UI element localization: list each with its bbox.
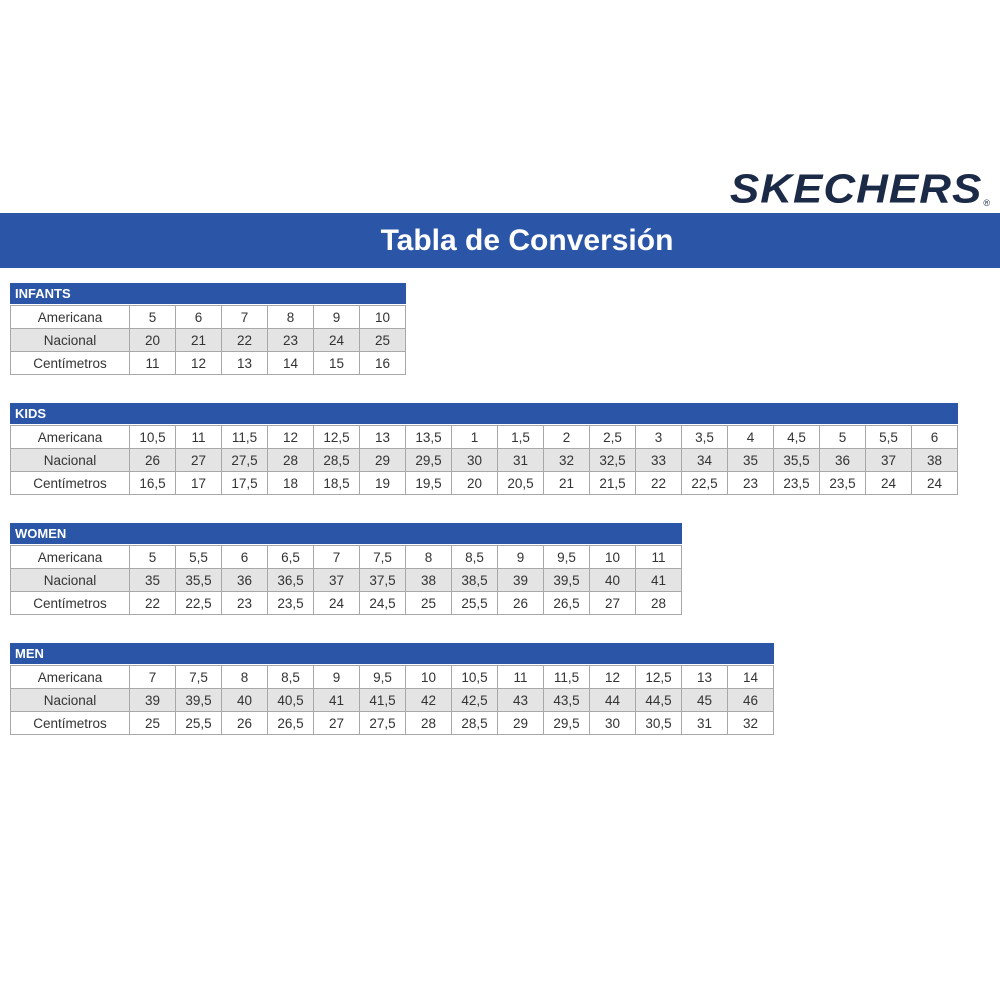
size-cell: 24 bbox=[314, 592, 360, 615]
size-cell: 22 bbox=[636, 472, 682, 495]
row-label: Nacional bbox=[11, 689, 130, 712]
size-cell: 2,5 bbox=[590, 426, 636, 449]
table-title: KIDS bbox=[10, 403, 958, 424]
size-cell: 37 bbox=[314, 569, 360, 592]
size-cell: 25 bbox=[130, 712, 176, 735]
table-title: INFANTS bbox=[10, 283, 406, 304]
size-cell: 7 bbox=[314, 546, 360, 569]
size-cell: 27 bbox=[314, 712, 360, 735]
size-cell: 14 bbox=[728, 666, 774, 689]
size-cell: 36,5 bbox=[268, 569, 314, 592]
table-row bbox=[11, 546, 682, 569]
table-row bbox=[11, 352, 406, 375]
size-cell: 26,5 bbox=[544, 592, 590, 615]
row-label: Americana bbox=[11, 666, 130, 689]
size-cell: 46 bbox=[728, 689, 774, 712]
table-row bbox=[11, 426, 958, 449]
size-cell: 28,5 bbox=[452, 712, 498, 735]
size-cell: 29 bbox=[498, 712, 544, 735]
row-label: Nacional bbox=[11, 449, 130, 472]
skechers-logo bbox=[730, 166, 990, 210]
size-cell: 43 bbox=[498, 689, 544, 712]
size-cell: 15 bbox=[314, 352, 360, 375]
size-cell: 18 bbox=[268, 472, 314, 495]
size-cell: 12 bbox=[268, 426, 314, 449]
size-cell: 13 bbox=[360, 426, 406, 449]
table-row bbox=[11, 666, 774, 689]
size-cell: 11 bbox=[130, 352, 176, 375]
size-cell: 41 bbox=[314, 689, 360, 712]
conversion-table bbox=[10, 425, 958, 495]
size-cell: 26 bbox=[498, 592, 544, 615]
size-cell: 28 bbox=[268, 449, 314, 472]
size-cell: 43,5 bbox=[544, 689, 590, 712]
size-cell: 34 bbox=[682, 449, 728, 472]
row-label: Centímetros bbox=[11, 712, 130, 735]
size-cell: 28 bbox=[406, 712, 452, 735]
size-cell: 36 bbox=[820, 449, 866, 472]
row-label: Americana bbox=[11, 426, 130, 449]
table-row bbox=[11, 329, 406, 352]
size-cell: 35,5 bbox=[774, 449, 820, 472]
table-row bbox=[11, 712, 774, 735]
size-cell: 27 bbox=[590, 592, 636, 615]
size-cell: 35 bbox=[130, 569, 176, 592]
size-cell: 13 bbox=[682, 666, 728, 689]
size-cell: 32 bbox=[728, 712, 774, 735]
size-cell: 24 bbox=[866, 472, 912, 495]
size-cell: 35 bbox=[728, 449, 774, 472]
size-cell: 40 bbox=[222, 689, 268, 712]
size-cell: 6 bbox=[912, 426, 958, 449]
size-cell: 12 bbox=[590, 666, 636, 689]
size-cell: 9 bbox=[314, 666, 360, 689]
size-cell: 24 bbox=[314, 329, 360, 352]
title-banner bbox=[0, 213, 1000, 268]
registered-trademark-symbol: ® bbox=[983, 198, 990, 208]
size-cell: 24 bbox=[912, 472, 958, 495]
size-cell: 8 bbox=[406, 546, 452, 569]
size-cell: 26 bbox=[222, 712, 268, 735]
size-cell: 39 bbox=[130, 689, 176, 712]
table-row bbox=[11, 569, 682, 592]
table-row bbox=[11, 449, 958, 472]
size-cell: 8,5 bbox=[452, 546, 498, 569]
size-cell: 25,5 bbox=[452, 592, 498, 615]
size-cell: 33 bbox=[636, 449, 682, 472]
size-cell: 17 bbox=[176, 472, 222, 495]
size-cell: 20 bbox=[452, 472, 498, 495]
size-cell: 45 bbox=[682, 689, 728, 712]
size-table-men bbox=[10, 643, 774, 735]
table-title: WOMEN bbox=[10, 523, 682, 544]
size-cell: 27,5 bbox=[360, 712, 406, 735]
size-table-kids bbox=[10, 403, 958, 495]
size-cell: 42 bbox=[406, 689, 452, 712]
size-cell: 39 bbox=[498, 569, 544, 592]
size-cell: 22 bbox=[222, 329, 268, 352]
size-cell: 32 bbox=[544, 449, 590, 472]
size-cell: 10 bbox=[590, 546, 636, 569]
size-cell: 8 bbox=[268, 306, 314, 329]
size-cell: 11,5 bbox=[544, 666, 590, 689]
size-cell: 29,5 bbox=[406, 449, 452, 472]
size-cell: 30,5 bbox=[636, 712, 682, 735]
size-cell: 3 bbox=[636, 426, 682, 449]
size-cell: 37,5 bbox=[360, 569, 406, 592]
size-cell: 7 bbox=[222, 306, 268, 329]
conversion-table bbox=[10, 305, 406, 375]
size-cell: 38 bbox=[912, 449, 958, 472]
row-label: Nacional bbox=[11, 569, 130, 592]
row-label: Centímetros bbox=[11, 592, 130, 615]
size-cell: 12,5 bbox=[314, 426, 360, 449]
size-cell: 21,5 bbox=[590, 472, 636, 495]
conversion-table bbox=[10, 665, 774, 735]
size-cell: 13,5 bbox=[406, 426, 452, 449]
table-row bbox=[11, 592, 682, 615]
row-label: Americana bbox=[11, 546, 130, 569]
size-cell: 13 bbox=[222, 352, 268, 375]
row-label: Nacional bbox=[11, 329, 130, 352]
size-cell: 6,5 bbox=[268, 546, 314, 569]
size-cell: 20 bbox=[130, 329, 176, 352]
size-cell: 23 bbox=[268, 329, 314, 352]
size-table-women bbox=[10, 523, 682, 615]
size-cell: 11 bbox=[636, 546, 682, 569]
size-cell: 36 bbox=[222, 569, 268, 592]
size-cell: 4,5 bbox=[774, 426, 820, 449]
size-cell: 7 bbox=[130, 666, 176, 689]
size-cell: 39,5 bbox=[176, 689, 222, 712]
size-cell: 5 bbox=[130, 546, 176, 569]
size-cell: 25 bbox=[406, 592, 452, 615]
size-cell: 32,5 bbox=[590, 449, 636, 472]
size-cell: 2 bbox=[544, 426, 590, 449]
page-title: Tabla de Conversión bbox=[380, 223, 674, 257]
table-row bbox=[11, 306, 406, 329]
size-cell: 24,5 bbox=[360, 592, 406, 615]
size-cell: 30 bbox=[452, 449, 498, 472]
size-cell: 27 bbox=[176, 449, 222, 472]
size-cell: 39,5 bbox=[544, 569, 590, 592]
size-cell: 40,5 bbox=[268, 689, 314, 712]
tables bbox=[10, 283, 958, 763]
table-row bbox=[11, 689, 774, 712]
size-cell: 5 bbox=[130, 306, 176, 329]
size-cell: 9 bbox=[498, 546, 544, 569]
size-cell: 30 bbox=[590, 712, 636, 735]
size-cell: 16 bbox=[360, 352, 406, 375]
size-cell: 41 bbox=[636, 569, 682, 592]
size-cell: 23 bbox=[222, 592, 268, 615]
size-cell: 26 bbox=[130, 449, 176, 472]
size-cell: 10,5 bbox=[452, 666, 498, 689]
size-cell: 31 bbox=[682, 712, 728, 735]
size-cell: 11 bbox=[498, 666, 544, 689]
size-cell: 37 bbox=[866, 449, 912, 472]
size-cell: 19 bbox=[360, 472, 406, 495]
size-cell: 22,5 bbox=[176, 592, 222, 615]
size-cell: 5,5 bbox=[176, 546, 222, 569]
size-cell: 42,5 bbox=[452, 689, 498, 712]
size-cell: 11,5 bbox=[222, 426, 268, 449]
skechers-logo-text: SKECHERS bbox=[729, 166, 983, 212]
size-cell: 19,5 bbox=[406, 472, 452, 495]
size-cell: 40 bbox=[590, 569, 636, 592]
size-cell: 11 bbox=[176, 426, 222, 449]
size-cell: 35,5 bbox=[176, 569, 222, 592]
size-cell: 38 bbox=[406, 569, 452, 592]
size-cell: 14 bbox=[268, 352, 314, 375]
size-cell: 23,5 bbox=[820, 472, 866, 495]
size-cell: 5 bbox=[820, 426, 866, 449]
size-cell: 6 bbox=[222, 546, 268, 569]
size-cell: 21 bbox=[176, 329, 222, 352]
size-cell: 44,5 bbox=[636, 689, 682, 712]
size-cell: 9,5 bbox=[544, 546, 590, 569]
size-table-infants bbox=[10, 283, 406, 375]
size-cell: 10 bbox=[360, 306, 406, 329]
size-cell: 9,5 bbox=[360, 666, 406, 689]
size-cell: 38,5 bbox=[452, 569, 498, 592]
size-cell: 1 bbox=[452, 426, 498, 449]
size-cell: 5,5 bbox=[866, 426, 912, 449]
table-row bbox=[11, 472, 958, 495]
size-cell: 9 bbox=[314, 306, 360, 329]
size-cell: 21 bbox=[544, 472, 590, 495]
size-cell: 1,5 bbox=[498, 426, 544, 449]
size-cell: 18,5 bbox=[314, 472, 360, 495]
size-cell: 3,5 bbox=[682, 426, 728, 449]
size-cell: 23,5 bbox=[268, 592, 314, 615]
size-cell: 29,5 bbox=[544, 712, 590, 735]
size-cell: 27,5 bbox=[222, 449, 268, 472]
size-cell: 28 bbox=[636, 592, 682, 615]
size-cell: 12 bbox=[176, 352, 222, 375]
size-cell: 41,5 bbox=[360, 689, 406, 712]
conversion-table bbox=[10, 545, 682, 615]
size-cell: 28,5 bbox=[314, 449, 360, 472]
size-cell: 23,5 bbox=[774, 472, 820, 495]
size-cell: 7,5 bbox=[176, 666, 222, 689]
size-cell: 23 bbox=[728, 472, 774, 495]
size-cell: 29 bbox=[360, 449, 406, 472]
size-cell: 17,5 bbox=[222, 472, 268, 495]
row-label: Centímetros bbox=[11, 472, 130, 495]
size-cell: 25 bbox=[360, 329, 406, 352]
size-cell: 22,5 bbox=[682, 472, 728, 495]
size-cell: 26,5 bbox=[268, 712, 314, 735]
size-cell: 4 bbox=[728, 426, 774, 449]
size-cell: 31 bbox=[498, 449, 544, 472]
size-cell: 10,5 bbox=[130, 426, 176, 449]
size-cell: 8,5 bbox=[268, 666, 314, 689]
size-cell: 10 bbox=[406, 666, 452, 689]
size-cell: 44 bbox=[590, 689, 636, 712]
size-cell: 7,5 bbox=[360, 546, 406, 569]
size-cell: 12,5 bbox=[636, 666, 682, 689]
size-cell: 25,5 bbox=[176, 712, 222, 735]
size-cell: 6 bbox=[176, 306, 222, 329]
size-cell: 8 bbox=[222, 666, 268, 689]
size-cell: 22 bbox=[130, 592, 176, 615]
row-label: Americana bbox=[11, 306, 130, 329]
row-label: Centímetros bbox=[11, 352, 130, 375]
size-cell: 20,5 bbox=[498, 472, 544, 495]
size-cell: 16,5 bbox=[130, 472, 176, 495]
table-title: MEN bbox=[10, 643, 774, 664]
